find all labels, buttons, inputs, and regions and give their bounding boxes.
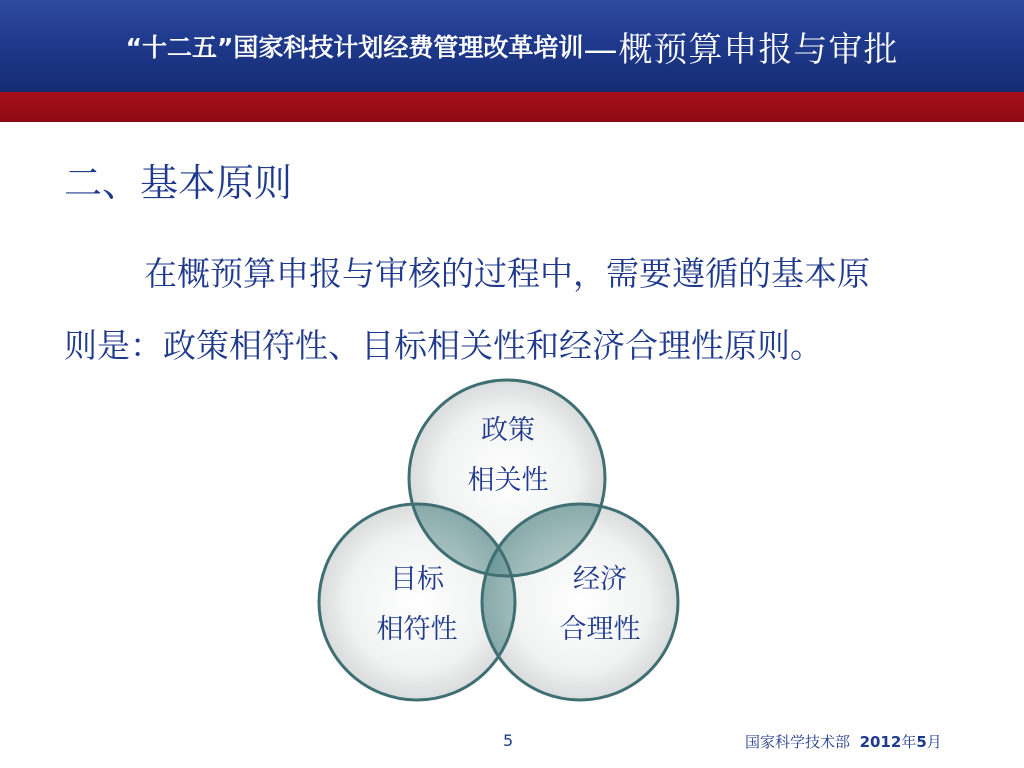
header-title-main: “十二五”国家科技计划经费管理改革培训 (125, 33, 584, 62)
venn-label-top-line1: 政策 (481, 415, 535, 446)
footer-year: 2012 (859, 733, 902, 751)
venn-label-left-line1: 目标 (390, 564, 444, 595)
venn-label-top (438, 406, 578, 506)
page-number: 5 (503, 731, 514, 750)
footer-month: 5 (916, 733, 927, 751)
venn-label-right-line2: 合理性 (559, 614, 641, 645)
footer-year-unit: 年 (901, 733, 917, 751)
paragraph-line-1-text: 在概预算申报与审核的过程中，需要遵循的基本原 (144, 254, 870, 293)
paragraph-line-2: 则是：政策相符性、目标相关性和经济合理性原则。 (64, 326, 823, 365)
section-title: 二、基本原则 (64, 161, 293, 205)
header-title-sub: —概预算申报与审批 (583, 29, 899, 70)
footer-month-unit: 月 (926, 733, 942, 751)
footer-org-date (745, 731, 942, 752)
footer-org: 国家科学技术部 (745, 733, 851, 751)
venn-label-left (347, 555, 487, 655)
venn-label-top-line2: 相关性 (467, 465, 549, 496)
venn-label-right (530, 555, 670, 655)
venn-label-left-line2: 相符性 (376, 614, 458, 645)
venn-label-right-line1: 经济 (573, 564, 627, 595)
